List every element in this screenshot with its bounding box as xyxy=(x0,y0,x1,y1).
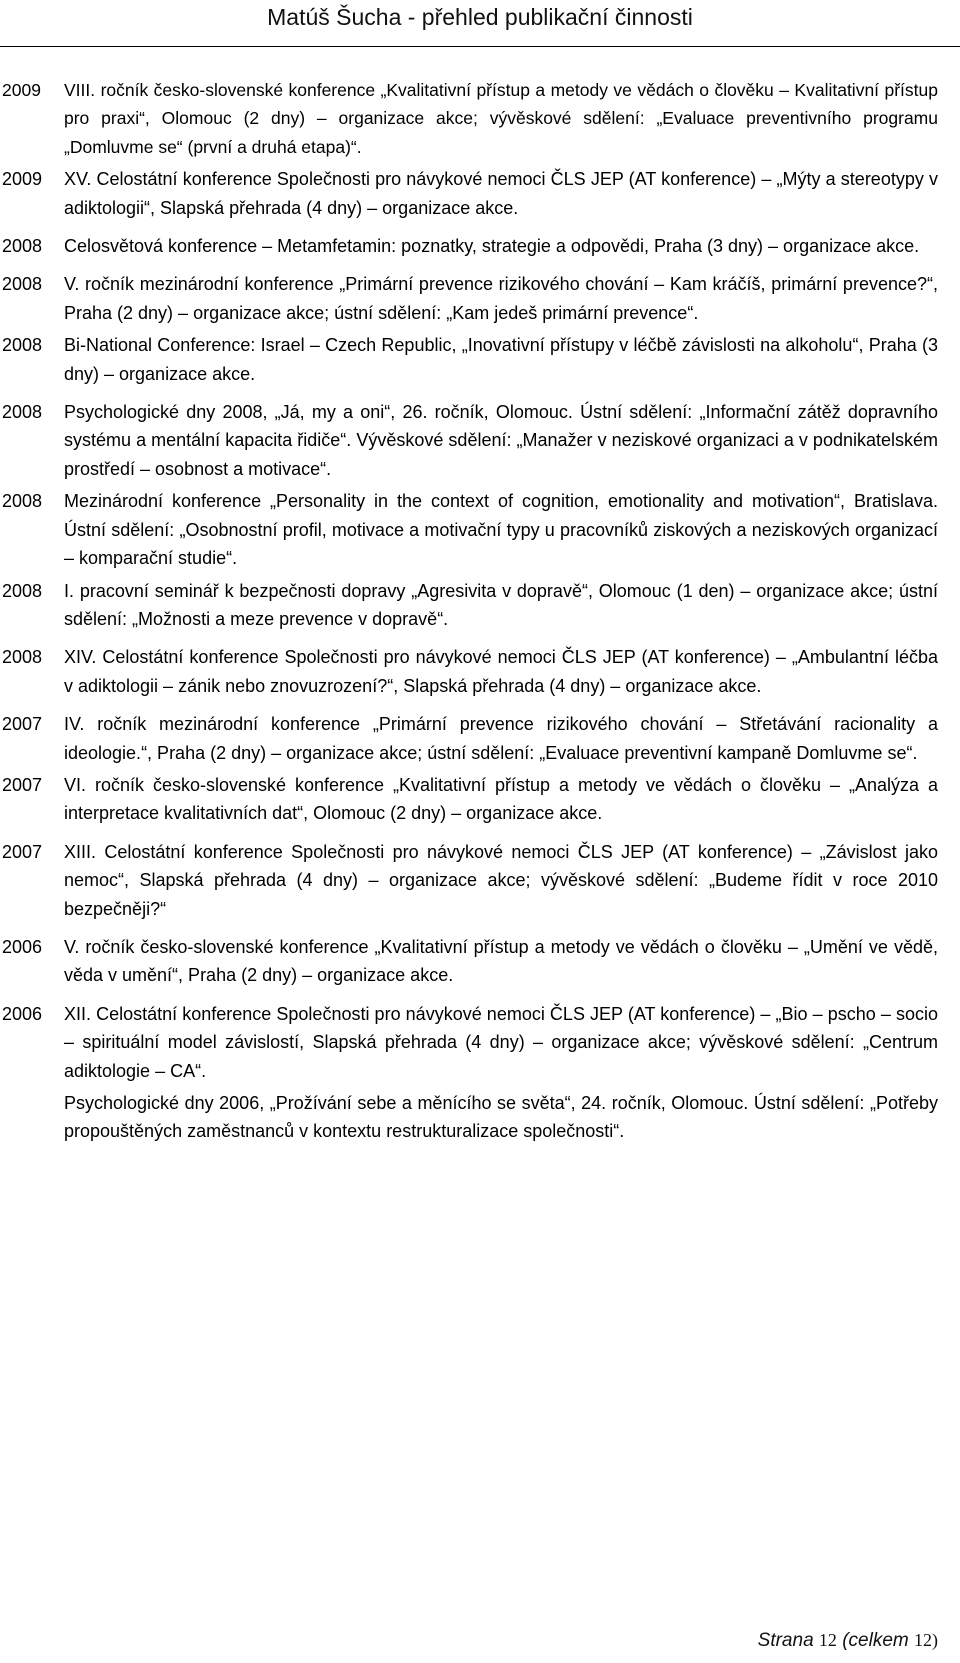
entry-year: 2007 xyxy=(2,841,43,862)
entry-year: 2007 xyxy=(2,774,43,795)
list-item xyxy=(0,165,938,222)
list-item xyxy=(0,331,938,388)
list-item xyxy=(0,838,938,923)
entry-text: Psychologické dny 2008, „Já, my a oni“, 26. ročník, Olomouc. Ústní sdělení: „Informační zátěž dopravního systému a mentální kapacita řidiče“. Vývěskové sdělení: „Manažer v neziskové organizaci a v podnikatelském prostředí – osobnost a motivace“. xyxy=(64,402,938,479)
list-item xyxy=(0,487,938,572)
entry-text: I. pracovní seminář k bezpečnosti dopravy „Agresivita v dopravě“, Olomouc (1 den) – organizace akce; ústní sdělení: „Možnosti a meze prevence v dopravě“. xyxy=(64,580,938,629)
entry-year: 2009 xyxy=(2,80,41,100)
entry-text: VIII. ročník česko-slovenské konference „Kvalitativní přístup a metody ve vědách o člověku – Kvalitativní přístup pro praxi“, Olomouc (2 dny) – organizace akce; vývěskové sdělení: „Evaluace preventivního programu „Domluvme se“ (první a druhá etapa)“. xyxy=(64,80,938,157)
entry-text: XII. Celostátní konference Společnosti pro návykové nemoci ČLS JEP (AT konference) – „Bio – pscho – socio – spirituální model závislostí, Slapská přehrada (4 dny) – organizace akce; vývěskové sdělení: „Centrum adiktologie – CA“. xyxy=(64,1003,938,1081)
list-item xyxy=(0,76,938,161)
entry-text: V. ročník česko-slovenské konference „Kvalitativní přístup a metody ve vědách o člověku – „Umění ve vědě, věda v umění“, Praha (2 dny) – organizace akce. xyxy=(64,936,938,986)
entry-text: VI. ročník česko-slovenské konference „Kvalitativní přístup a metody ve vědách o člověku – „Analýza a interpretace kvalitativních dat“, Olomouc (2 dny) – organizace akce. xyxy=(64,774,938,824)
entry-text: XIV. Celostátní konference Společnosti pro návykové nemoci ČLS JEP (AT konference) – „Ambulantní léčba v adiktologii – zánik nebo znovuzrození?“, Slapská přehrada (4 dny) – organizace akce. xyxy=(64,647,938,696)
entry-year: 2008 xyxy=(2,274,43,295)
list-item xyxy=(0,1089,938,1146)
entry-text: XV. Celostátní konference Společnosti pro návykové nemoci ČLS JEP (AT konference) – „Mýty a stereotypy v adiktologii“, Slapská přehrada (4 dny) – organizace akce. xyxy=(64,169,938,218)
list-item xyxy=(0,577,938,634)
entry-year: 2009 xyxy=(2,169,43,190)
footer-celkem-label: (celkem xyxy=(842,1630,909,1651)
entry-text: XIII. Celostátní konference Společnosti pro návykové nemoci ČLS JEP (AT konference) – „Závislost jako nemoc“, Slapská přehrada (4 dny) – organizace akce; vývěskové sdělení: „Budeme řídit v roce 2010 bezpečněji?“ xyxy=(64,841,938,919)
entry-text: Celosvětová konference – Metamfetamin: poznatky, strategie a odpovědi, Praha (3 dny) – organizace akce. xyxy=(64,236,920,257)
list-item xyxy=(0,710,938,767)
entry-text: Bi-National Conference: Israel – Czech Republic, „Inovativní přístupy v léčbě závislosti na alkoholu“, Praha (3 dny) – organizace akce. xyxy=(64,335,938,384)
page-title: Matúš Šucha - přehled publikační činnosti xyxy=(267,4,693,30)
header-divider xyxy=(0,46,960,47)
list-item xyxy=(0,771,938,828)
list-item xyxy=(0,643,938,700)
list-item xyxy=(0,1000,938,1085)
entry-year: 2008 xyxy=(2,236,43,257)
list-item xyxy=(0,933,938,990)
footer-strana-label: Strana xyxy=(757,1630,814,1651)
entry-year: 2008 xyxy=(2,580,43,601)
list-item xyxy=(0,398,938,483)
entry-year: 2008 xyxy=(2,647,43,668)
entry-year: 2008 xyxy=(2,402,43,423)
entry-text: Mezinárodní konference „Personality in the context of cognition, emotionality and motivation“, Bratislava. Ústní sdělení: „Osobnostní profil, motivace a motivační typy u pracovníků ziskových a neziskových organizací – komparační studie“. xyxy=(64,491,938,569)
entry-text: Psychologické dny 2006, „Prožívání sebe a měnícího se světa“, 24. ročník, Olomouc. Ústní sdělení: „Potřeby propouštěných zaměstnanců v kontextu restrukturalizace společnosti“. xyxy=(64,1093,938,1142)
entry-year: 2006 xyxy=(2,936,43,957)
list-item xyxy=(0,270,938,327)
page-number-footer xyxy=(758,1630,938,1652)
publication-list xyxy=(0,76,938,1150)
footer-total-pages: 12) xyxy=(914,1630,938,1650)
footer-page-number: 12 xyxy=(818,1630,837,1650)
entry-year: 2007 xyxy=(2,714,43,735)
entry-text: V. ročník mezinárodní konference „Primární prevence rizikového chování – Kam kráčíš, primární prevence?“, Praha (2 dny) – organizace akce; ústní sdělení: „Kam jedeš primární prevence“. xyxy=(64,274,938,323)
entry-year: 2006 xyxy=(2,1003,43,1024)
entry-year: 2008 xyxy=(2,491,43,512)
entry-year: 2008 xyxy=(2,335,43,356)
entry-text: IV. ročník mezinárodní konference „Primární prevence rizikového chování – Střetávání racionality a ideologie.“, Praha (2 dny) – organizace akce; ústní sdělení: „Evaluace preventivní kampaně Domluvme se“. xyxy=(64,714,938,763)
list-item xyxy=(0,232,938,260)
